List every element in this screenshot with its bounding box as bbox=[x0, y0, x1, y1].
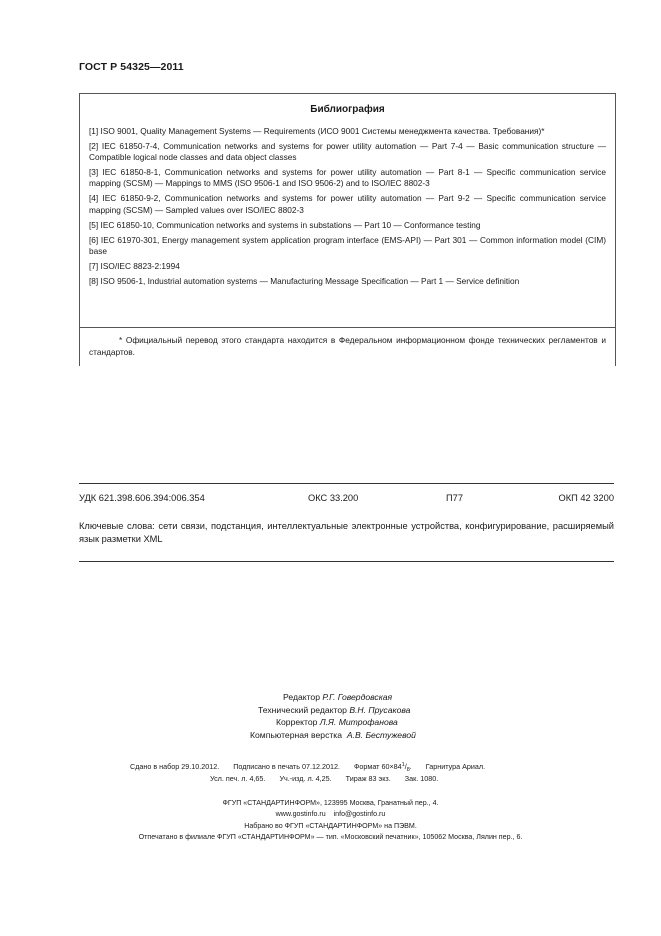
credit-label: Редактор bbox=[283, 692, 320, 702]
credit-label: Корректор bbox=[276, 717, 318, 727]
bibliography-entry: [6] IEC 61970-301, Energy management system application program interface (EMS-API) — Part 301 — Common information model (CIM) base bbox=[89, 234, 606, 256]
publisher-typeset: Набрано во ФГУП «СТАНДАРТИНФОРМ» на ПЭВМ. bbox=[244, 821, 417, 830]
signed-for-print: Подписано в печать 07.12.2012. bbox=[233, 762, 340, 771]
bibliography-title: Библиография bbox=[310, 104, 385, 115]
credit-editor bbox=[283, 692, 392, 703]
bibliography-entry: [3] IEC 61850-8-1, Communication networks and systems for power utility automation — Part 8-1 — Specific communication service mapping (SCSM) — Mappings to MMS (ISO 9506-1 and ISO 9506-2) and to ISO/IEC 8802-3 bbox=[89, 167, 606, 189]
bibliography-entry: [2] IEC 61850-7-4, Communication networks and systems for power utility automation — Part 7-4 — Basic communication structure — Compatible logical node classes and data object classes bbox=[89, 141, 606, 163]
credit-label: Технический редактор bbox=[258, 704, 347, 715]
print-sheets: Усл. печ. л. 4,65. bbox=[210, 773, 266, 783]
publisher-sheets: Уч.-изд. л. 4,25. bbox=[279, 773, 332, 783]
publisher-block bbox=[0, 798, 661, 843]
publisher-address: ФГУП «СТАНДАРТИНФОРМ», 123995 Москва, Гранатный пер., 4. bbox=[222, 799, 439, 807]
credit-name: Л.Я. Митрофанова bbox=[319, 717, 398, 727]
bibliography-footnote: * Официальный перевод этого стандарта находится в Федеральном информационном фонде технических регламентов и стандартов. bbox=[89, 335, 606, 357]
format-numerator: 1 bbox=[401, 762, 405, 768]
bibliography-entry: [5] IEC 61850-10, Communication networks and systems in substations — Part 10 — Conformance testing bbox=[89, 219, 481, 230]
oks-code: ОКС 33.200 bbox=[308, 493, 359, 503]
credit-corrector bbox=[276, 717, 398, 728]
p-code: П77 bbox=[446, 493, 464, 503]
sent-to-set: Сдано в набор 29.10.2012. bbox=[130, 762, 220, 771]
format-prefix: Формат 60×84 bbox=[353, 762, 402, 771]
bibliography-entry: [7] ISO/IEC 8823-2:1994 bbox=[89, 260, 180, 271]
bibliography-box bbox=[79, 93, 616, 366]
credit-layout bbox=[250, 730, 416, 741]
credit-name: В.Н. Прусакова bbox=[349, 704, 411, 715]
footnote-divider bbox=[80, 327, 615, 328]
credit-label: Компьютерная верстка bbox=[250, 729, 343, 740]
print-row-2 bbox=[210, 772, 450, 785]
bibliography-list bbox=[89, 126, 606, 291]
credit-name: Р.Г. Говердовская bbox=[322, 692, 393, 702]
udk-code: УДК 621.398.606.394:006.354 bbox=[79, 493, 205, 503]
top-rule bbox=[79, 483, 614, 484]
credit-tech-editor bbox=[258, 705, 410, 716]
keywords: Ключевые слова: сети связи, подстанция, интеллектуальные электронные устройства, конфигурирование, расширяемый язык разметки XML bbox=[79, 521, 614, 545]
bibliography-entry: [4] IEC 61850-9-2, Communication networks and systems for power utility automation — Part 9-2 — Specific communication service mapping (SCSM) — Sampled values over ISO/IEC 8802-3 bbox=[89, 193, 606, 215]
publisher-contacts bbox=[0, 809, 661, 820]
typeface: Гарнитура Ариал. bbox=[425, 762, 486, 771]
bibliography-entry: [1] ISO 9001, Quality Management Systems — Requirements (ИСО 9001 Системы менеджмента качества. Требования)* bbox=[89, 126, 545, 136]
standard-code: ГОСТ Р 54325—2011 bbox=[79, 61, 184, 73]
paper-format: Формат $60\times 84^1/_8$. bbox=[353, 762, 412, 773]
publisher-printed: Отпечатано в филиале ФГУП «СТАНДАРТИНФОРМ» — тип. «Московский печатник», 105062 Москва, Лялин пер., 6. bbox=[138, 832, 523, 841]
bibliography-entry: [8] ISO 9506-1, Industrial automation systems — Manufacturing Message Specification — Part 1 — Service definition bbox=[89, 275, 520, 286]
bottom-rule bbox=[79, 561, 614, 562]
copies: Тираж 83 экз. bbox=[345, 773, 391, 783]
publisher-email[interactable]: info@gostinfo.ru bbox=[333, 810, 386, 819]
order-number: Зак. 1080. bbox=[404, 773, 439, 783]
classification-row bbox=[79, 493, 614, 505]
format-denominator: 8 bbox=[406, 767, 410, 773]
publisher-website[interactable]: www.gostinfo.ru bbox=[275, 810, 326, 819]
credit-name: А.В. Бестужевой bbox=[346, 729, 416, 740]
okp-code: ОКП 42 3200 bbox=[558, 493, 614, 503]
